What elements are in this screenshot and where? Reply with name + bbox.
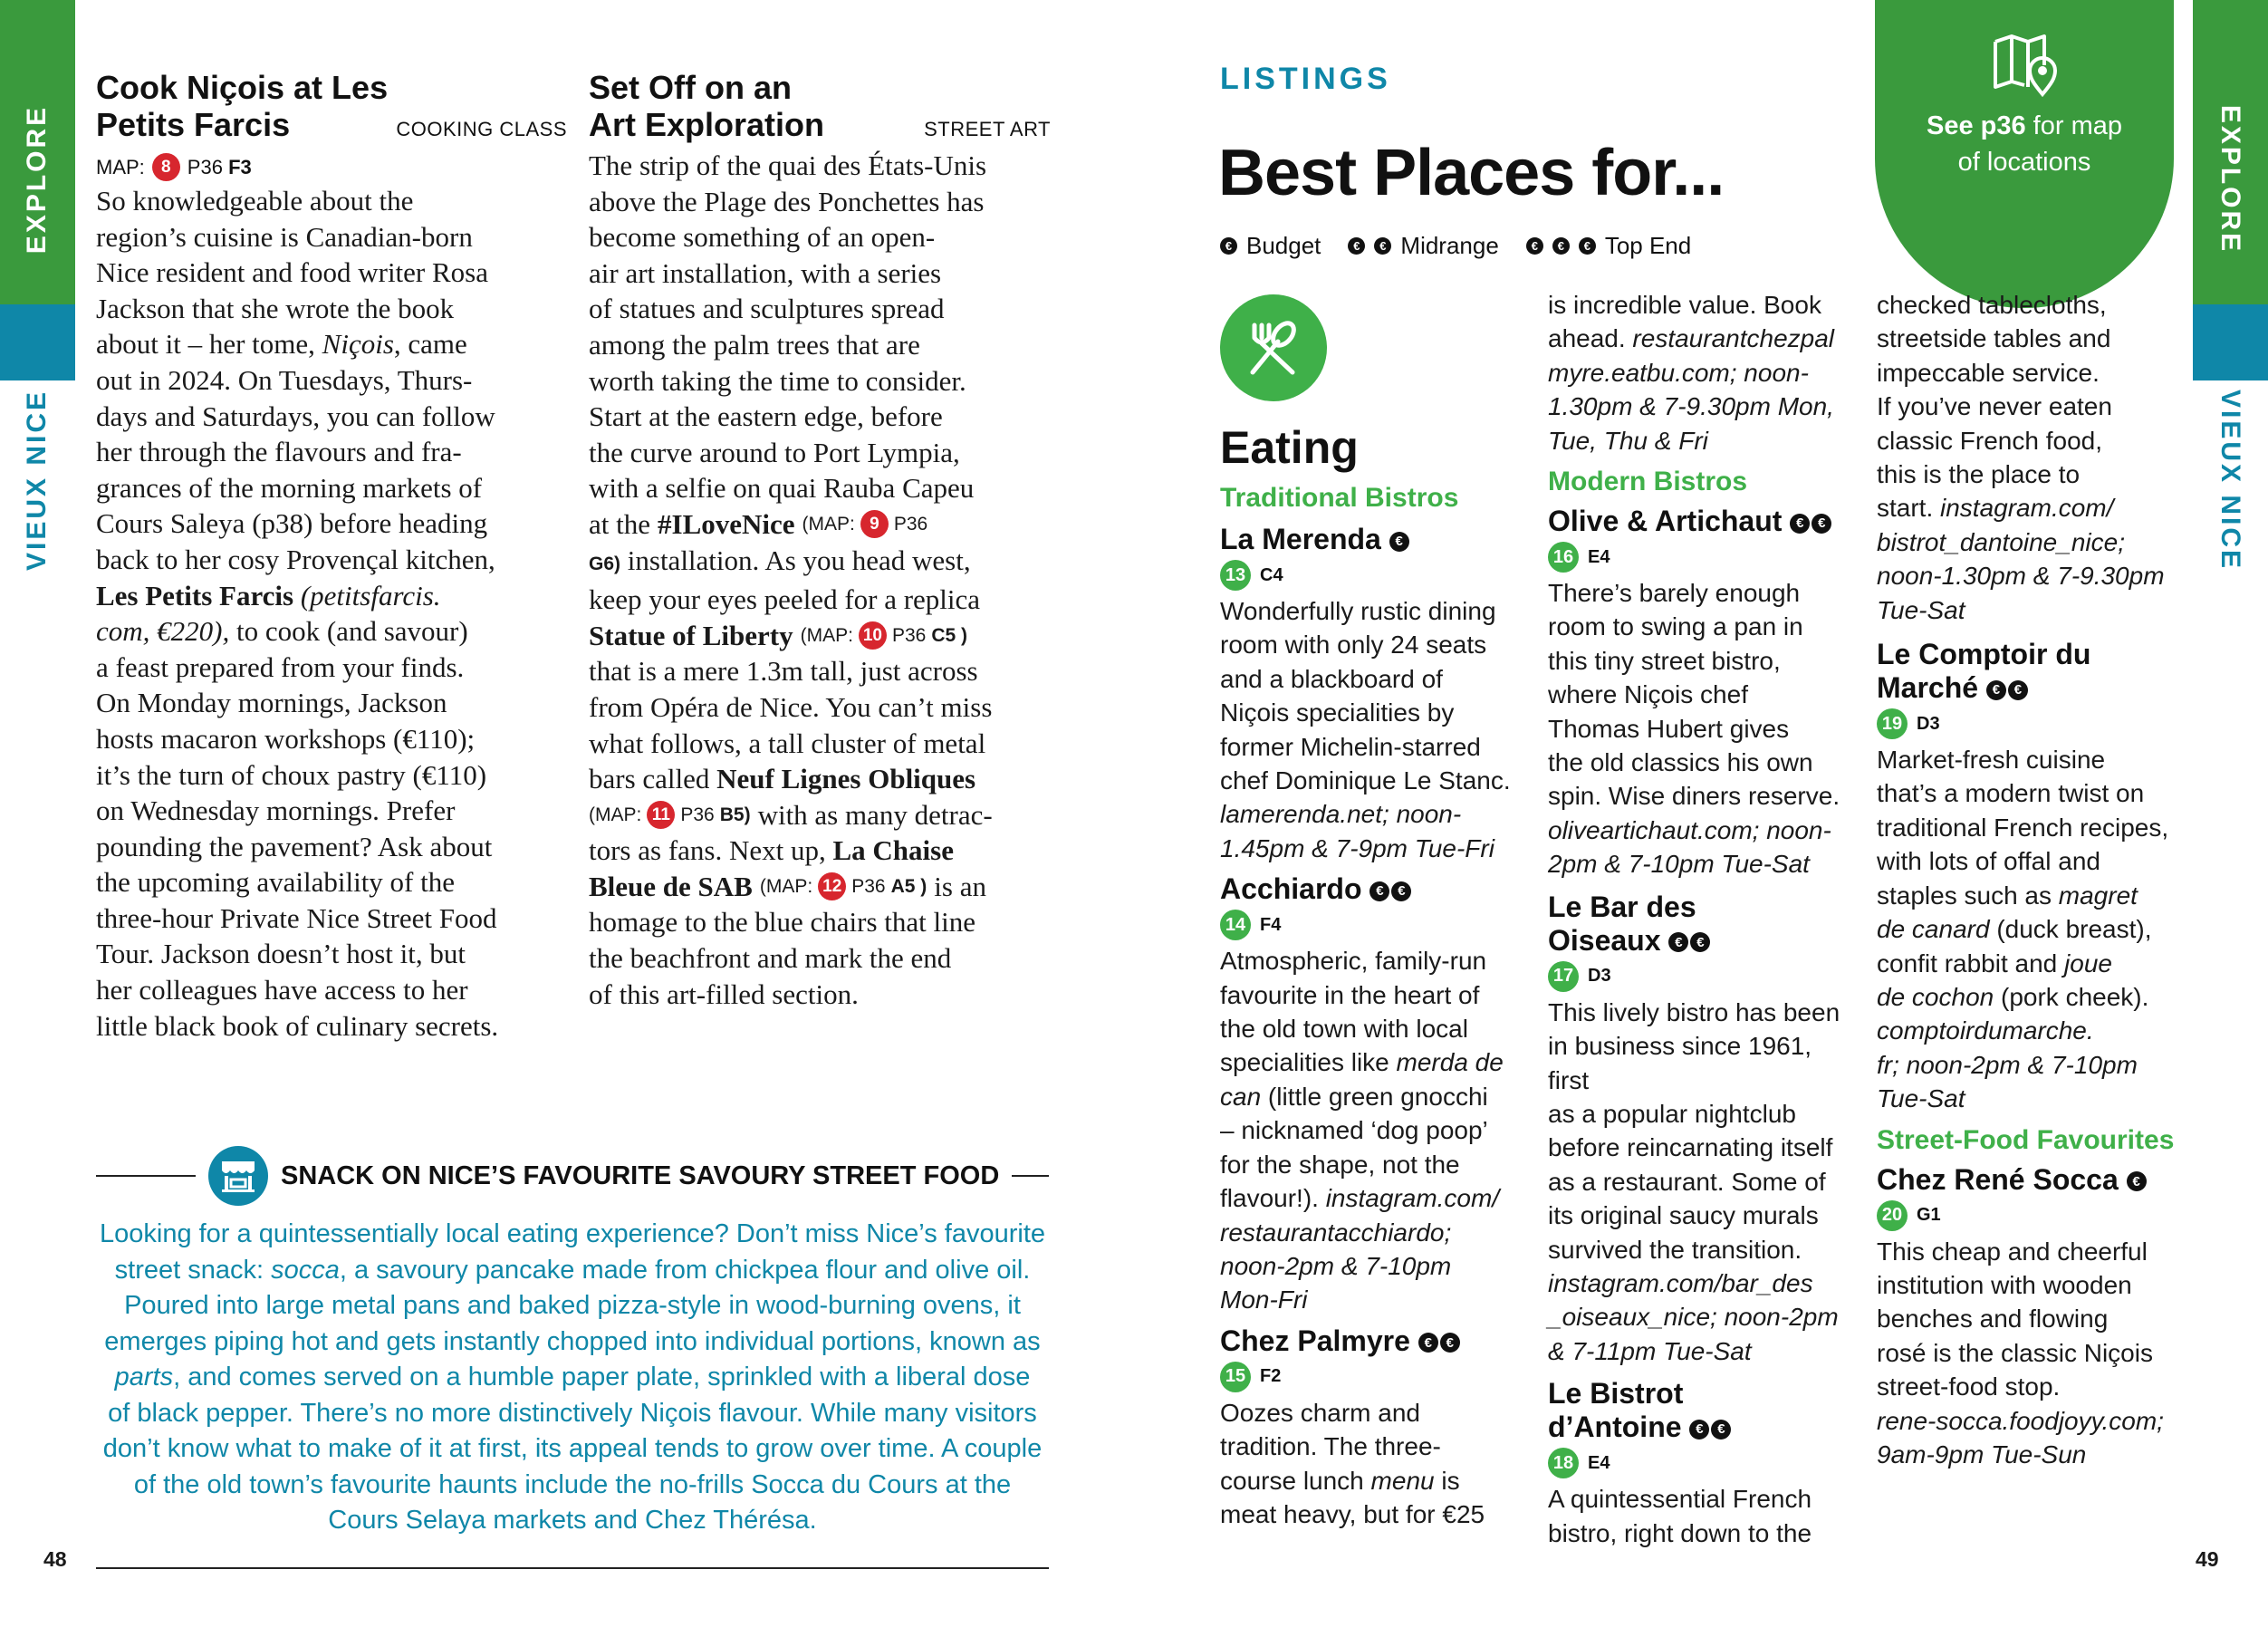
map-pin-icon: 13 — [1220, 560, 1251, 591]
article-street-art — [589, 69, 1051, 1012]
map-pin-icon: 19 — [1877, 708, 1908, 739]
listing-la-merenda[interactable]: La Merenda € 13 C4 Wonderfully rustic dining room with only 24 seats and a blackboard of Niçois specialities by former Michelin-starred chef Dominique Le Stanc. lamerenda.net; noon- 1.45pm & 7-9pm Tue-Fri — [1220, 523, 1511, 862]
map-pin-icon: 9 — [860, 510, 889, 538]
listing-column-3: checked tablecloths, streetside tables and impeccable service. If you’ve never eaten classic French food, this is the place to start. instagram.com/ bistrot_dantoine_nice; noon-1.30pm & 7-9.30pm Tue-Sat Le Comptoir du Marché € € 19 D3 Market-fresh cuisine that’s a modern twist on traditional French recipes, with lots of offal and staples such as magret de canard (duck breast), confit rabbit and joue de cochon (pork cheek). comptoirdumarche. fr; noon-2pm & 7-10pm Tue-Sat Street-Food Favourites Chez René Socca € 20 G1 This cheap and cheerful institution with wooden benches and flowing rosé is the classic Niçois street-food stop. rene-socca.foodjoyy.com; 9am-9pm Tue-Sun — [1877, 288, 2185, 1471]
map-reference[interactable]: (MAP: 10 P36 C5 ) — [801, 618, 967, 654]
divider — [96, 1175, 196, 1177]
map-pin-icon: 12 — [818, 872, 846, 900]
listing-olive-artichaut[interactable]: Olive & Artichaut € € 16 E4 There’s barely enough room to swing a pan in this tiny street bistro, where Niçois chef Thomas Hubert gives the old classics his own spin. Wise diners reserve. oliveartichaut.com; noon- 2pm & 7-10pm Tue-Sat — [1548, 505, 1840, 879]
snack-sidebar — [96, 1146, 1049, 1539]
map-pin-icon — [1875, 27, 2174, 104]
article-cooking-class — [96, 69, 567, 1044]
map-pin-icon: 10 — [859, 621, 887, 650]
page-number-left: 48 — [43, 1547, 67, 1571]
highlight-chaise: La Chaise — [832, 834, 954, 867]
article-tag: COOKING CLASS — [396, 118, 567, 140]
map-reference[interactable]: (MAP: 9 P36 — [802, 506, 928, 543]
price-legend: € Budget € € Midrange € € € Top End — [1220, 232, 1691, 260]
tab-divider-right — [2193, 304, 2268, 380]
map-pin-icon: 17 — [1548, 961, 1579, 992]
tab-explore-left[interactable]: EXPLORE — [0, 0, 75, 304]
listing-bistrot-antoine[interactable]: Le Bistrot d’Antoine € € 18 E4 A quintessential French bistro, right down to the — [1548, 1377, 1812, 1547]
listing-column-2: is incredible value. Book ahead. restaurantchezpal myre.eatbu.com; noon- 1.30pm & 7-9.30pm Mon, Tue, Thu & Fri Modern Bistros Olive & Artichaut € € 16 E4 There’s barely enough room to swing a pan in this tiny street bistro, where Niçois chef Thomas Hubert gives the old classics his own spin. Wise diners reserve. oliveartichaut.com; noon- 2pm & 7-10pm Tue-Sat Le Bar des Oiseaux € € 17 D3 This lively bistro has been in business since 1961, first as a popular nightclub before reincarnating itself as a restaurant. Some of its original saucy murals survived the transition. instagram.com/bar_des _oiseaux_nice; noon-2pm & 7-11pm Tue-Sat Le Bistrot d’Antoine € € 18 E4 A quintessential French bistro, right down to the — [1548, 288, 1847, 1550]
tab-vieux-nice-right[interactable]: VIEUX NICE — [2193, 380, 2268, 580]
divider — [1012, 1175, 1049, 1177]
bottom-rule — [96, 1567, 1049, 1569]
highlight-neuf: Neuf Lignes Obliques — [716, 763, 976, 795]
map-pin-icon: 20 — [1877, 1200, 1908, 1231]
tab-vieux-nice-left[interactable]: VIEUX NICE — [0, 380, 75, 580]
map-reference[interactable]: (MAP: 11 P36 B5) — [589, 797, 751, 833]
market-stall-icon — [208, 1146, 268, 1206]
page-title: Best Places for... — [1218, 137, 1725, 209]
article-tag: STREET ART — [924, 118, 1051, 140]
map-pin-icon: 14 — [1220, 910, 1251, 940]
subsection-traditional: Traditional Bistros — [1220, 483, 1459, 513]
tab-divider-left — [0, 304, 75, 380]
map-pin-icon: 18 — [1548, 1448, 1579, 1478]
section-title-eating: Eating — [1220, 422, 1359, 473]
listing-column-1 — [1220, 294, 1519, 1528]
article-body: So knowledgeable about the region’s cuisine is Canadian-born Nice resident and food writer Rosa Jackson that she wrote the book about it – her tome, Niçois, came out in 2024. On Tuesdays, Thurs- days and Saturdays, you can follow her through the flavours and fra- grances of the morning markets of Cours Saleya (p38) before heading back to her cosy Provençal kitchen, Les Petits Farcis (petitsfarcis. com, €220), to cook (and savour) a feast prepared from your finds. On Monday mornings, Jackson hosts macaron workshops (€110); it’s the turn of choux pastry (€110) on Wednesday mornings. Prefer pounding the pavement? Ask about the upcoming availability of the three-hour Private Nice Street Food Tour. Jackson doesn’t host it, but her colleagues have access to her little black book of culinary secrets. — [96, 185, 499, 1042]
highlight-ilovenice: #ILoveNice — [658, 507, 795, 540]
map-pin-icon: 8 — [152, 153, 180, 181]
listing-acchiardo[interactable]: Acchiardo € € 14 F4 Atmospheric, family-run favourite in the heart of the old town with local specialities like merda de can (little green gnocchi – nicknamed ‘dog poop’ for the shape, not the flavour!). instagram.com/ restaurantacchiardo; noon-2pm & 7-10pm Mon-Fri — [1220, 872, 1504, 1314]
subsection-modern: Modern Bistros — [1548, 467, 1748, 497]
article-title: Set Off on an Art Exploration STREET ART — [589, 69, 1051, 148]
article-body: The strip of the quai des États-Unis above the Plage des Ponchettes has become something of an open- air art installation, with a series of statues and sculptures spread among the palm trees that are worth taking the time to consider. Start at the eastern edge, before the curve around to Port Lympia, with a selfie on quai Rauba Capeu at the #ILoveNice (MAP: 9 P36 G6) installation. As you head west, keep your eyes peeled for a replica Statue of Liberty (MAP: 10 P36 C5 ) that is a mere 1.3m tall, just across from Opéra de Nice. You can’t miss what follows, a tall cluster of metal bars called Neuf Lignes Obliques (MAP: 11 P36 B5) with as many detrac- tors as fans. Next up, La Chaise Bleue de SAB (MAP: 12 P36 A5 ) is an homage to the blue chairs that line the beachfront and mark the end of this art-filled section. — [589, 149, 993, 1010]
listings-kicker: LISTINGS — [1220, 62, 1391, 96]
map-pin-icon: 16 — [1548, 542, 1579, 573]
map-reference[interactable]: (MAP: 12 P36 A5 ) — [760, 869, 927, 905]
fork-knife-icon — [1220, 294, 1327, 401]
listing-comptoir-du-marche[interactable]: Le Comptoir du Marché € € 19 D3 Market-fresh cuisine that’s a modern twist on traditional French recipes, with lots of offal and staples such as magret de canard (duck breast), confit rabbit and joue de cochon (pork cheek). comptoirdumarche. fr; noon-2pm & 7-10pm Tue-Sat — [1877, 638, 2169, 1113]
snack-heading: SNACK ON NICE’S FAVOURITE SAVOURY STREET FOOD — [281, 1160, 1000, 1190]
map-reference[interactable]: MAP: 8 P36 F3 — [96, 153, 567, 181]
highlight-statue: Statue of Liberty — [589, 619, 793, 651]
listing-chez-rene-socca[interactable]: Chez René Socca € 20 G1 This cheap and cheerful institution with wooden benches and flowing rosé is the classic Niçois street-food stop. rene-socca.foodjoyy.com; 9am-9pm Tue-Sun — [1877, 1162, 2164, 1468]
page-number-right: 49 — [2196, 1547, 2219, 1571]
listing-chez-palmyre[interactable]: Chez Palmyre € € 15 F2 Oozes charm and tradition. The three- course lunch menu is meat heavy, but for €25 — [1220, 1324, 1485, 1528]
map-pin-icon: 15 — [1220, 1362, 1251, 1392]
article-title: Cook Niçois at Les Petits Farcis COOKING CLASS — [96, 69, 567, 148]
snack-body: Looking for a quintessentially local eating experience? Don’t miss Nice’s favourite street snack: socca, a savoury pancake made from chickpea flour and olive oil. Poured into large metal pans and baked pizza-style in wood-burning ovens, it emerges piping hot and gets instantly chopped into individual portions, known as parts, and comes served on a humble paper plate, sprinkled with a liberal dose of black pepper. There’s no more distinctively Niçois flavour. While many visitors don’t know what to make of it at first, its appeal tends to grow over time. A couple of the old town’s favourite haunts include the no-frills Socca du Cours at the Cours Selaya markets and Chez Thérésa. — [99, 1219, 1046, 1535]
map-pin-icon: 11 — [647, 801, 675, 829]
tab-explore-right[interactable]: EXPLORE — [2193, 0, 2268, 304]
map-callout[interactable]: See p36 for map of locations — [1875, 0, 2174, 308]
subsection-street-food: Street-Food Favourites — [1877, 1124, 2175, 1155]
listing-bar-des-oiseaux[interactable]: Le Bar des Oiseaux € € 17 D3 This lively bistro has been in business since 1961, first as a popular nightclub before reincarnating itself as a restaurant. Some of its original saucy murals survived the transition. instagram.com/bar_des _oiseaux_nice; noon-2pm & 7-11pm Tue-Sat — [1548, 890, 1840, 1365]
